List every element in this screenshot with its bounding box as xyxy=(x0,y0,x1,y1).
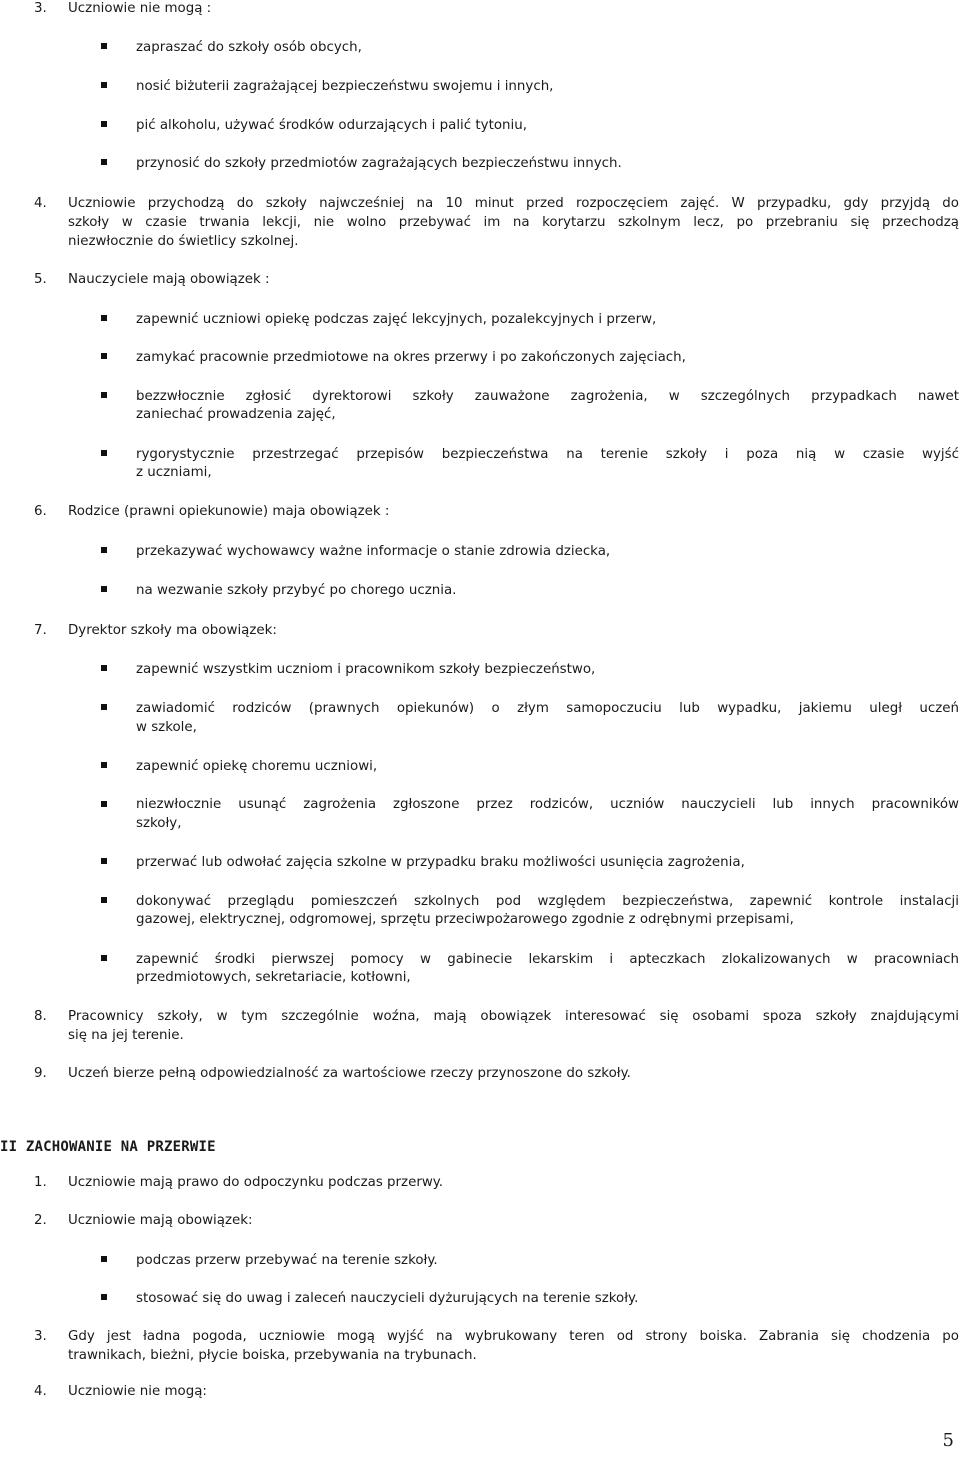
item-number: 4. xyxy=(34,196,47,211)
section-heading: II ZACHOWANIE NA PRZERWIE xyxy=(0,1139,216,1155)
item-number: 9. xyxy=(34,1066,47,1081)
bullet-icon xyxy=(101,82,107,88)
bullet-text: niezwłocznie usunąć zagrożenia zgłoszone przez rodziców, uczniów nauczycieli lub innych pracowników xyxy=(136,797,959,812)
bullet-text: przekazywać wychowawcy ważne informacje o stanie zdrowia dziecka, xyxy=(136,544,611,559)
item-number: 3. xyxy=(34,1329,47,1344)
item-text: Nauczyciele mają obowiązek : xyxy=(68,272,270,287)
bullet-icon xyxy=(101,586,107,592)
bullet-text: rygorystycznie przestrzegać przepisów bezpieczeństwa na terenie szkoły i poza nią w czasie wyjść xyxy=(136,447,959,462)
item-text: się na jej terenie. xyxy=(68,1028,184,1043)
page-number: 5 xyxy=(942,1430,954,1451)
bullet-text: bezzwłocznie zgłosić dyrektorowi szkoły zauważone zagrożenia, w szczególnych przypadkach nawet xyxy=(136,389,959,404)
bullet-icon xyxy=(101,858,107,864)
bullet-icon xyxy=(101,159,107,165)
item-number: 2. xyxy=(34,1213,47,1228)
bullet-text: zapewnić uczniowi opiekę podczas zajęć lekcyjnych, pozalekcyjnych i przerw, xyxy=(136,312,657,327)
item-number: 5. xyxy=(34,272,47,287)
bullet-icon xyxy=(101,762,107,768)
bullet-icon xyxy=(101,1256,107,1262)
bullet-text: zapewnić wszystkim uczniom i pracownikom szkoły bezpieczeństwo, xyxy=(136,662,596,677)
bullet-text: przerwać lub odwołać zajęcia szkolne w przypadku braku możliwości usunięcia zagrożenia, xyxy=(136,855,745,870)
bullet-text: z uczniami, xyxy=(136,465,212,480)
bullet-text: zamykać pracownie przedmiotowe na okres przerwy i po zakończonych zajęciach, xyxy=(136,350,686,365)
bullet-icon xyxy=(101,392,107,398)
bullet-icon xyxy=(101,801,107,807)
bullet-text: podczas przerw przebywać na terenie szkoły. xyxy=(136,1253,438,1268)
item-text: Uczniowie mają prawo do odpoczynku podczas przerwy. xyxy=(68,1175,444,1190)
bullet-text: dokonywać przeglądu pomieszczeń szkolnych pod względem bezpieczeństwa, zapewnić kontrole instalacji xyxy=(136,894,959,909)
bullet-icon xyxy=(101,43,107,49)
item-text: Gdy jest ładna pogoda, uczniowie mogą wyjść na wybrukowany teren od strony boiska. Zabrania się chodzenia po xyxy=(68,1329,959,1344)
bullet-text: zapewnić środki pierwszej pomocy w gabinecie lekarskim i apteczkach zlokalizowanych w pracowniach xyxy=(136,952,959,967)
bullet-text: gazowej, elektrycznej, odgromowej, sprzętu przeciwpożarowego zgodnie z odrębnymi przepisami, xyxy=(136,912,794,927)
item-text: Uczeń bierze pełną odpowiedzialność za wartościowe rzeczy przynoszone do szkoły. xyxy=(68,1066,631,1081)
bullet-text: zawiadomić rodziców (prawnych opiekunów) o złym samopoczuciu lub wypadku, jakiemu uległ uczeń xyxy=(136,701,959,716)
bullet-icon xyxy=(101,704,107,710)
item-text: trawnikach, bieżni, płycie boiska, przebywania na trybunach. xyxy=(68,1348,477,1363)
bullet-text: pić alkoholu, używać środków odurzających i palić tytoniu, xyxy=(136,118,527,133)
bullet-text: zapraszać do szkoły osób obcych, xyxy=(136,40,362,55)
item-text: Uczniowie przychodzą do szkoły najwcześniej na 10 minut przed rozpoczęciem zajęć. W przypadku, gdy przyjdą do xyxy=(68,196,959,211)
bullet-icon xyxy=(101,450,107,456)
bullet-text: stosować się do uwag i zaleceń nauczycieli dyżurujących na terenie szkoły. xyxy=(136,1291,639,1306)
bullet-icon xyxy=(101,353,107,359)
bullet-text: zaniechać prowadzenia zajęć, xyxy=(136,407,336,422)
item-text: Uczniowie nie mogą: xyxy=(68,1384,207,1399)
bullet-icon xyxy=(101,315,107,321)
bullet-icon xyxy=(101,1294,107,1300)
bullet-icon xyxy=(101,121,107,127)
bullet-text: na wezwanie szkoły przybyć po chorego ucznia. xyxy=(136,583,457,598)
item-number: 3. xyxy=(34,1,47,16)
bullet-text: przedmiotowych, sekretariacie, kotłowni, xyxy=(136,970,411,985)
item-text: Pracownicy szkoły, w tym szczególnie woźna, mają obowiązek interesować się osobami spoza szkoły znajdującymi xyxy=(68,1009,959,1024)
item-number: 7. xyxy=(34,623,47,638)
bullet-icon xyxy=(101,955,107,961)
item-number: 4. xyxy=(34,1384,47,1399)
item-text: niezwłocznie do świetlicy szkolnej. xyxy=(68,234,299,249)
bullet-icon xyxy=(101,665,107,671)
item-number: 1. xyxy=(34,1175,47,1190)
bullet-text: przynosić do szkoły przedmiotów zagrażających bezpieczeństwu innych. xyxy=(136,156,622,171)
item-text: Rodzice (prawni opiekunowie) maja obowiązek : xyxy=(68,504,390,519)
item-text: Uczniowie mają obowiązek: xyxy=(68,1213,253,1228)
bullet-text: w szkole, xyxy=(136,720,197,735)
item-text: szkoły w czasie trwania lekcji, nie wolno przebywać im na korytarzu szkolnym lecz, po przebraniu się przechodzą xyxy=(68,215,959,230)
bullet-icon xyxy=(101,897,107,903)
bullet-icon xyxy=(101,547,107,553)
bullet-text: zapewnić opiekę choremu uczniowi, xyxy=(136,759,378,774)
item-number: 6. xyxy=(34,504,47,519)
item-text: Dyrektor szkoły ma obowiązek: xyxy=(68,623,277,638)
item-text: Uczniowie nie mogą : xyxy=(68,1,212,16)
bullet-text: nosić biżuterii zagrażającej bezpieczeństwu swojemu i innych, xyxy=(136,79,554,94)
bullet-text: szkoły, xyxy=(136,816,182,831)
item-number: 8. xyxy=(34,1009,47,1024)
